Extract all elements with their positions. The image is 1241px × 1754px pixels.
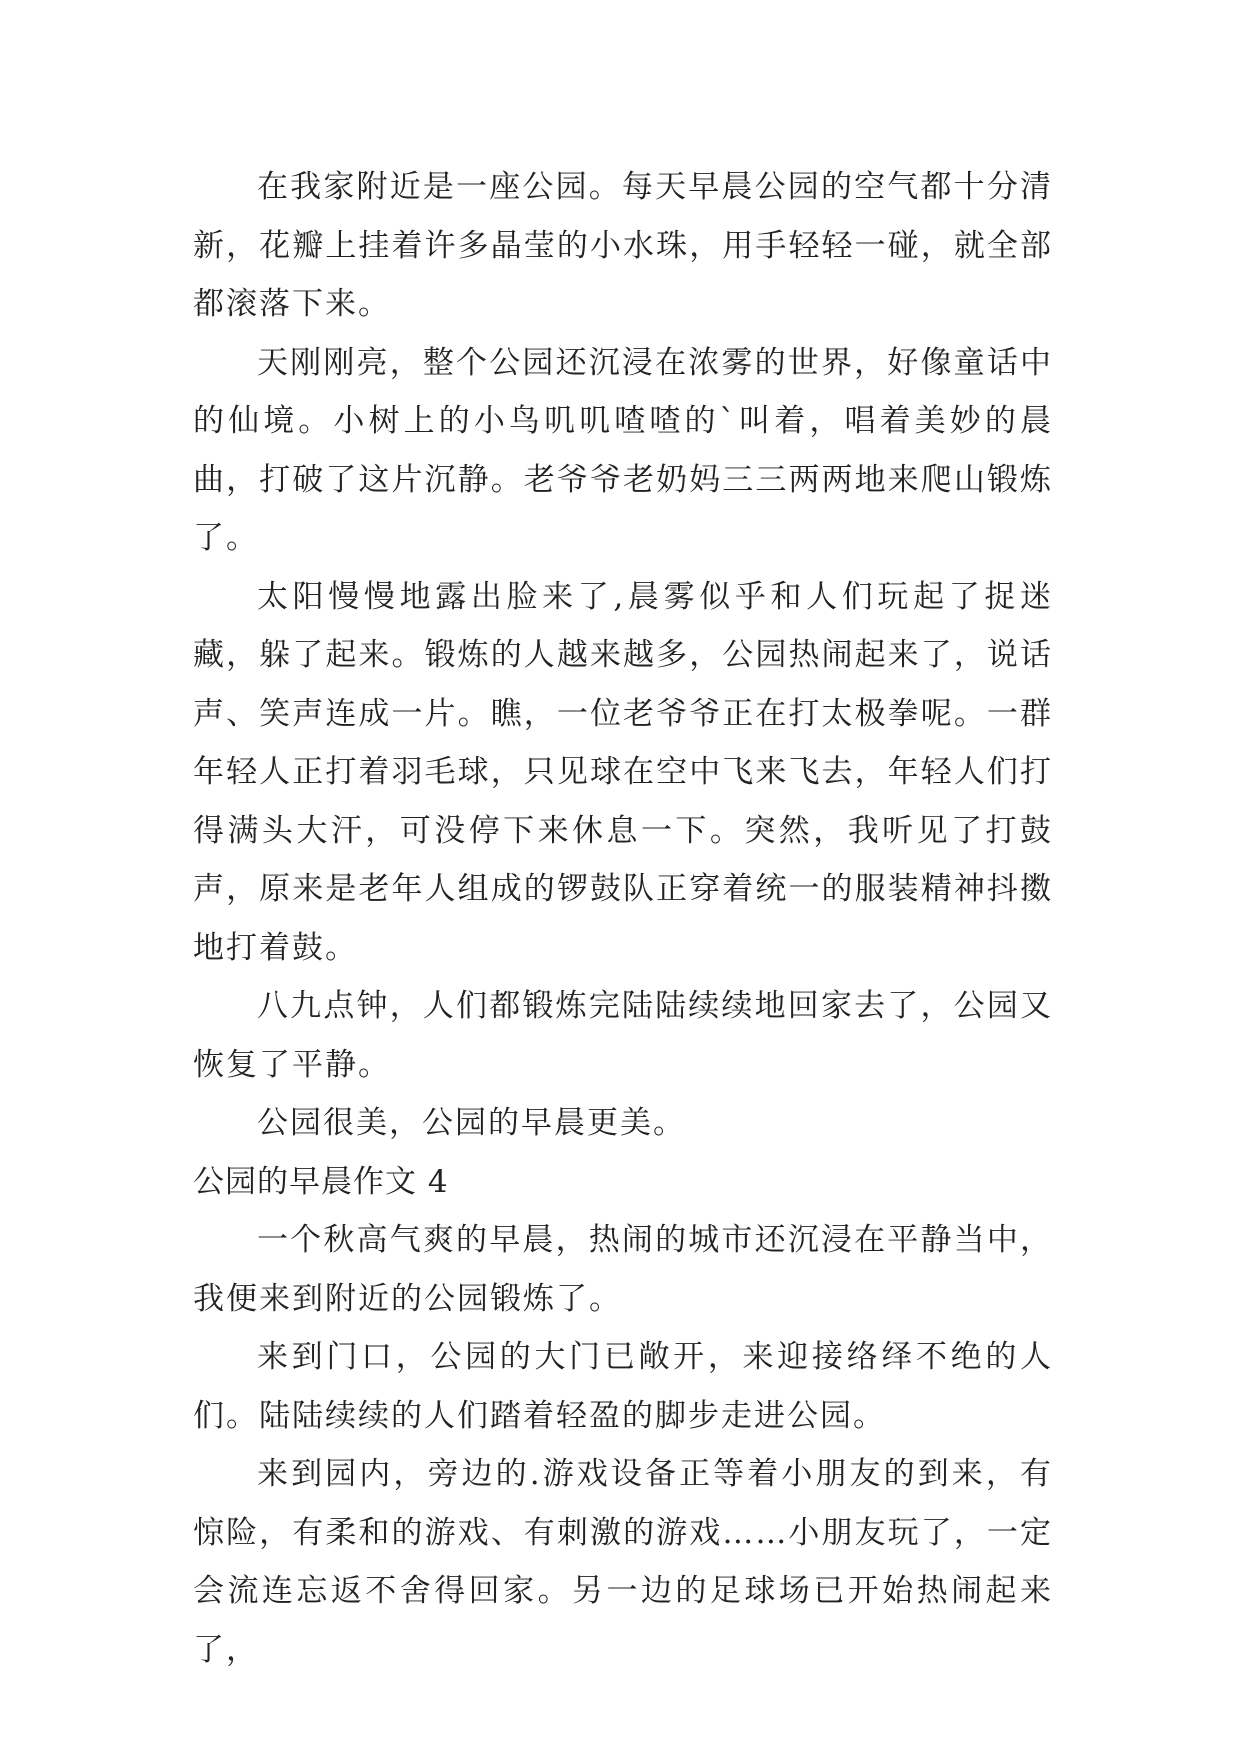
- paragraph-return-home: 八九点钟，人们都锻炼完陆陆续续地回家去了，公园又恢复了平静。: [193, 988, 1053, 1083]
- paragraph-autumn-morning: 一个秋高气爽的早晨，热闹的城市还沉浸在平静当中，我便来到附近的公园锻炼了。: [193, 1222, 1053, 1317]
- essay-heading: 公园的早晨作文 4: [193, 1163, 449, 1200]
- document-body: [193, 158, 1053, 1679]
- paragraph-sunrise: 太阳慢慢地露出脸来了,晨雾似乎和人们玩起了捉迷藏，躲了起来。锻炼的人越来越多，公园热闹起来了，说话声、笑声连成一片。瞧，一位老爷爷正在打太极拳呢。一群年轻人正打着羽毛球，只见球在空中飞来飞去，年轻人们打得满头大汗，可没停下来休息一下。突然，我听见了打鼓声，原来是老年人组成的锣鼓队正穿着统一的服装精神抖擞地打着鼓。: [193, 578, 1053, 966]
- paragraph-conclusion: 公园很美，公园的早晨更美。: [257, 1105, 686, 1141]
- paragraph-playground: 来到园内，旁边的.游戏设备正等着小朋友的到来，有惊险，有柔和的游戏、有刺激的游戏……小朋友玩了，一定会流连忘返不舍得回家。另一边的足球场已开始热闹起来了，: [193, 1456, 1053, 1668]
- paragraph-dawn: 天刚刚亮，整个公园还沉浸在浓雾的世界，好像童话中的仙境。小树上的小鸟叽叽喳喳的`叫着，唱着美妙的晨曲，打破了这片沉静。老爷爷老奶妈三三两两地来爬山锻炼了。: [193, 344, 1053, 556]
- paragraph-park-gate: 来到门口，公园的大门已敞开，来迎接络绎不绝的人们。陆陆续续的人们踏着轻盈的脚步走进公园。: [193, 1339, 1053, 1434]
- paragraph-park-intro: 在我家附近是一座公园。每天早晨公园的空气都十分清新，花瓣上挂着许多晶莹的小水珠，用手轻轻一碰，就全部都滚落下来。: [193, 169, 1053, 322]
